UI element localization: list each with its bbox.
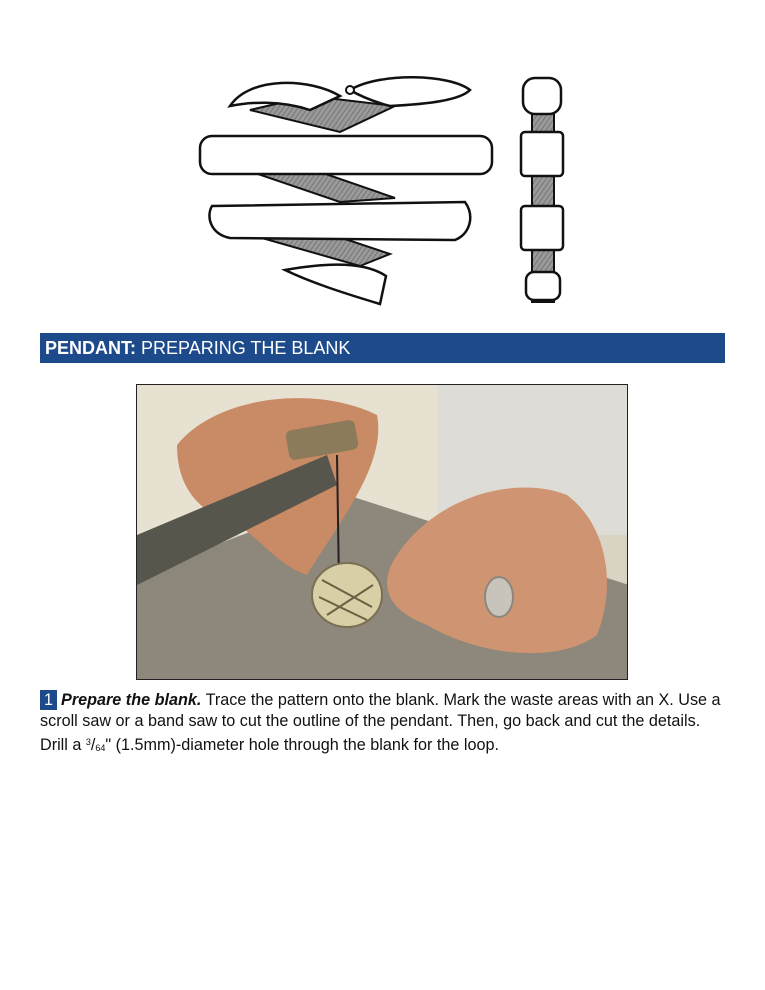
pendant-side-view [521, 78, 563, 302]
fraction-denominator: 64 [95, 743, 106, 753]
drill-size-fraction [86, 736, 106, 754]
section-banner [40, 333, 725, 363]
step-number-badge: 1 [40, 690, 57, 710]
pendant-front-view [200, 77, 492, 304]
fraction-numerator: 3 [85, 737, 91, 747]
pendant-pattern-drawing [190, 66, 580, 312]
fraction-slash: / [90, 736, 96, 754]
step-text-after: " (1.5mm)-diameter hole through the blank for the loop. [105, 736, 499, 754]
step-1-instruction [40, 690, 730, 759]
scroll-saw-photo [136, 384, 628, 680]
step-title: Prepare the blank. [61, 691, 202, 709]
section-title-rest: PREPARING THE BLANK [141, 338, 351, 358]
section-title-bold: PENDANT: [45, 338, 137, 358]
step-text-before: Trace the pattern onto the blank. Mark the waste areas with an X. Use a scroll saw or a band saw to cut the outline of the pendant. Then, go back and cut the details. Drill a [40, 691, 721, 754]
